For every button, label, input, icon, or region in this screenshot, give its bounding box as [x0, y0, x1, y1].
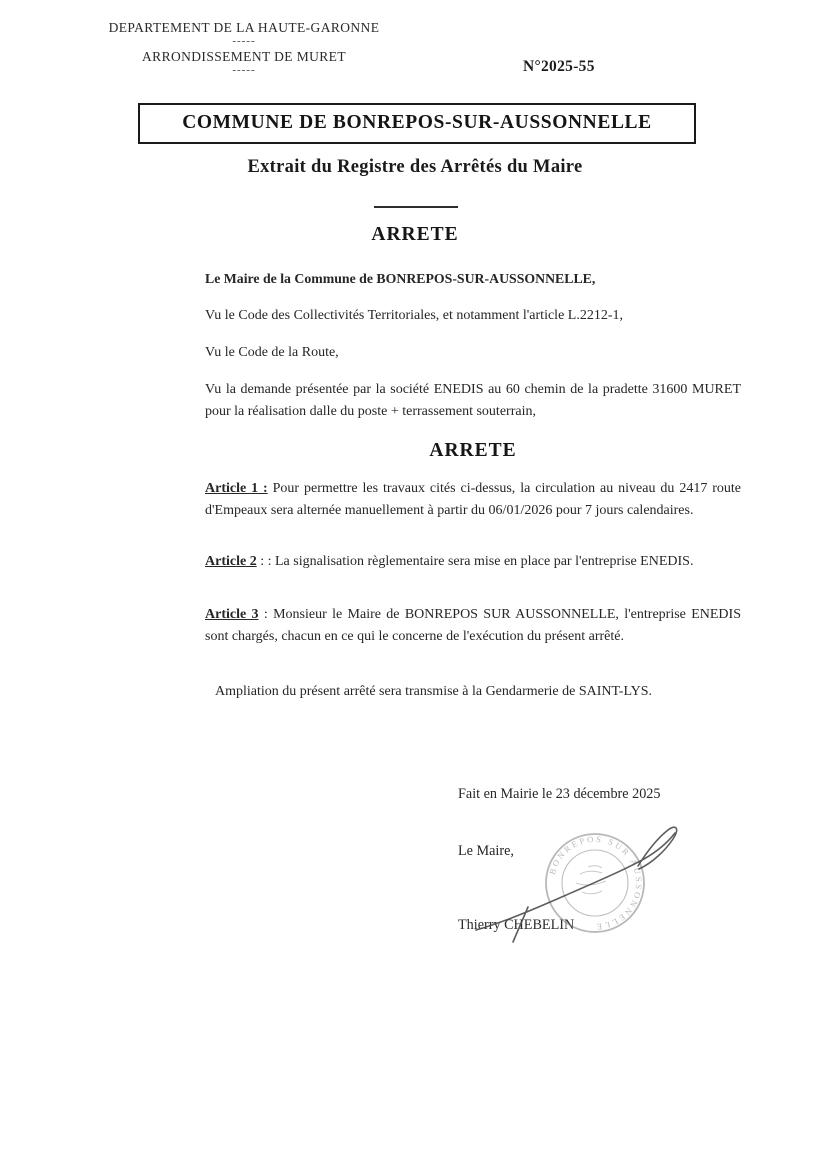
ampliation-line: Ampliation du présent arrêté sera transmise à la Gendarmerie de SAINT-LYS. [215, 684, 652, 699]
article-1-label: Article 1 : [205, 481, 268, 496]
department-name: DEPARTEMENT DE LA HAUTE-GARONNE [108, 20, 380, 35]
intro-line: Le Maire de la Commune de BONREPOS-SUR-AUSSONNELLE, [205, 271, 596, 286]
commune-title-box: COMMUNE DE BONREPOS-SUR-AUSSONNELLE [138, 103, 696, 144]
stamp-and-signature [438, 810, 708, 965]
article-3 [205, 604, 741, 648]
separator-dashes: ----- [232, 64, 256, 76]
separator-dashes: ----- [232, 35, 256, 47]
article-1-text: Pour permettre les travaux cités ci-dessus, la circulation au niveau du 2417 route d'Empeaux sera alternée manuellement à partir du 06/01/2026 pour 7 jours calendaires. [205, 481, 742, 518]
vu-clause-3: Vu la demande présentée par la société ENEDIS au 60 chemin de la pradette 31600 MURET pour la réalisation dalle du poste + terrassement souterrain, [205, 382, 741, 419]
arrondissement-name: ARRONDISSEMENT DE MURET [142, 49, 346, 64]
signatory-name: Thierry CHEBELIN [458, 917, 575, 933]
article-3-text: : Monsieur le Maire de BONREPOS SUR AUSSONNELLE, l'entreprise ENEDIS sont chargés, chacun en ce qui le concerne de l'exécution du présent arrêté. [205, 607, 741, 644]
date-line: Fait en Mairie le 23 décembre 2025 [458, 786, 661, 802]
document-body [205, 268, 741, 703]
article-2-label: Article 2 [205, 554, 257, 569]
article-1 [205, 478, 741, 522]
horizontal-divider [374, 206, 458, 208]
article-2-text: : : La signalisation règlementaire sera mise en place par l'entreprise ENEDIS. [256, 554, 694, 569]
registre-subtitle: Extrait du Registre des Arrêtés du Maire [247, 157, 583, 177]
decree-number: N°2025-55 [523, 58, 595, 75]
arrete-heading-2: ARRETE [429, 440, 517, 461]
vu-clause-2: Vu le Code de la Route, [205, 345, 339, 360]
vu-clause-1: Vu le Code des Collectivités Territoriales, et notamment l'article L.2212-1, [205, 308, 623, 323]
signature-title: Le Maire, [458, 843, 514, 859]
article-2 [205, 551, 741, 573]
article-3-label: Article 3 [205, 607, 259, 622]
stamp-text: BONREPOS SUR AUSSONNELLE [546, 833, 645, 933]
arrete-heading-1: ARRETE [371, 224, 459, 245]
header-left-block [98, 20, 390, 75]
